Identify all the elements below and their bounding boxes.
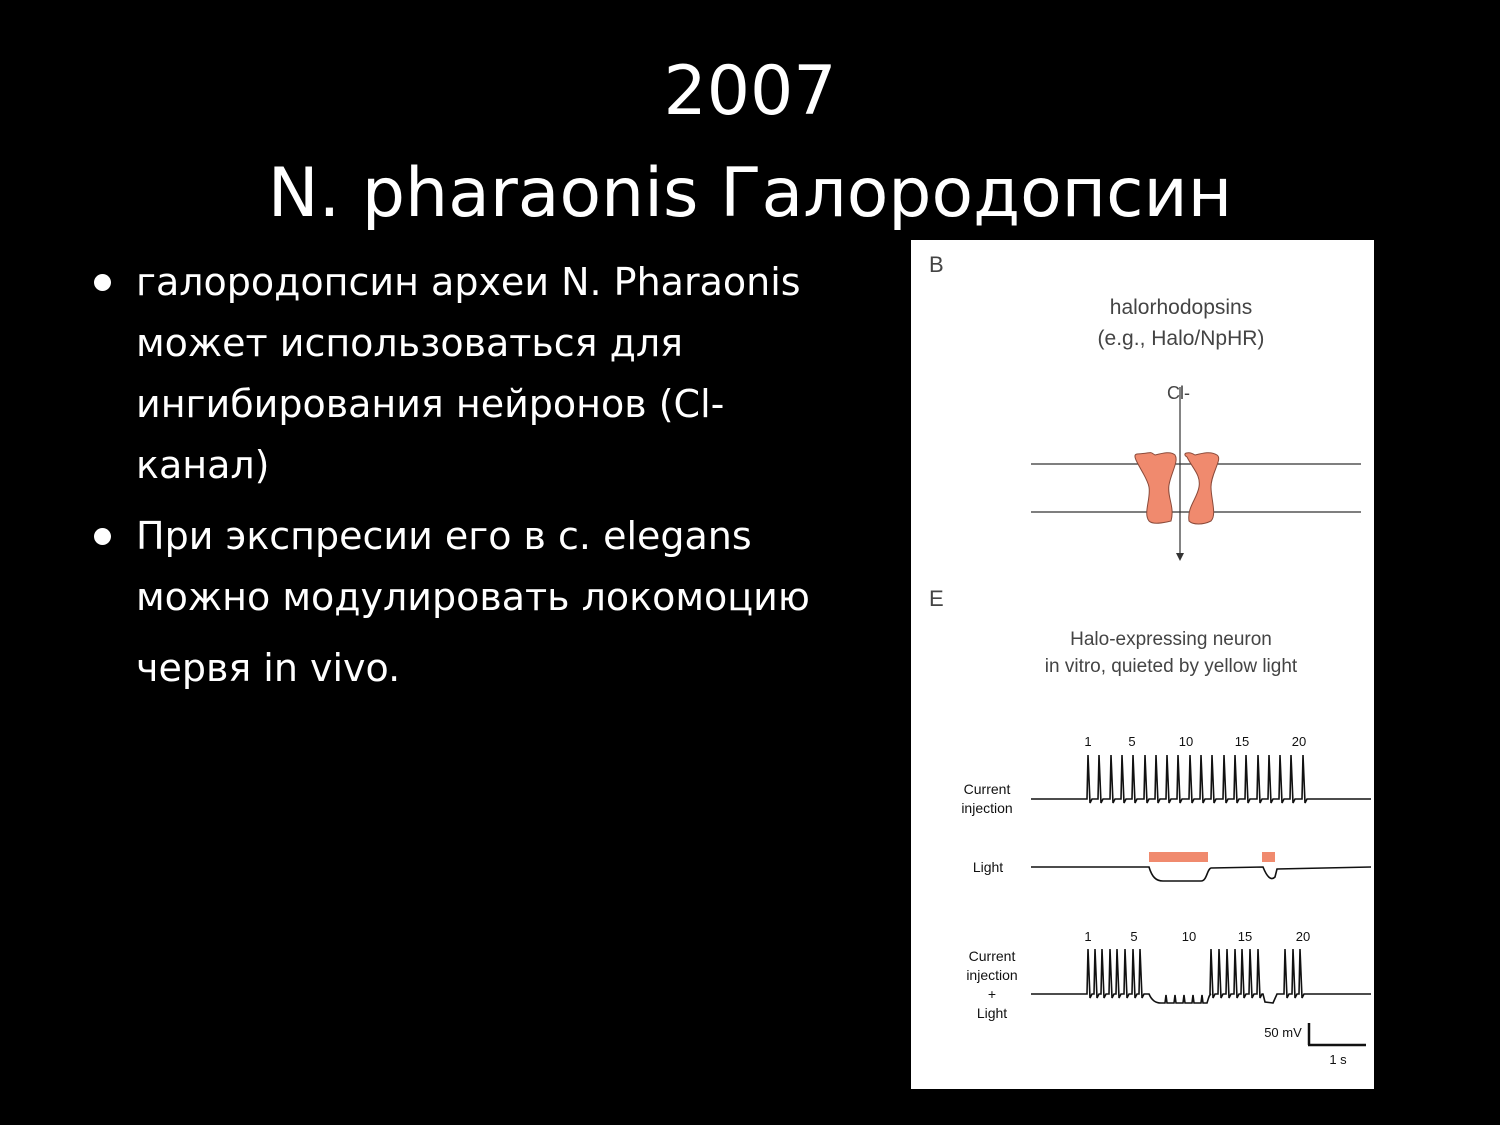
bullet-line: галородопсин археи N. Pharaonis xyxy=(136,260,801,304)
slide-title: N. pharaonis Галородопсин xyxy=(267,154,1233,233)
bullet-dot-icon xyxy=(94,528,111,545)
panel-e-subtitle: in vitro, quieted by yellow light xyxy=(1044,656,1298,677)
bullet-item xyxy=(88,252,888,496)
ion-label: Cl- xyxy=(1167,383,1190,403)
trace3-label: injection xyxy=(966,967,1018,983)
scale-voltage-label: 50 mV xyxy=(1264,1025,1302,1040)
slide-title-year: 2007 xyxy=(663,52,837,131)
light-bar xyxy=(1149,852,1208,862)
trace-current-injection xyxy=(1031,755,1371,803)
opsin-left-subunit xyxy=(1135,453,1176,524)
spike-number: 10 xyxy=(1181,929,1197,944)
bullet-line: ингибирования нейронов (Cl- xyxy=(136,382,725,426)
spike-number: 15 xyxy=(1234,734,1250,749)
bullet-list xyxy=(88,252,888,709)
panel-b-letter: B xyxy=(929,252,944,277)
bullet-line: может использоваться для xyxy=(136,321,684,365)
trace3-label: + xyxy=(987,986,997,1002)
spike-number: 1 xyxy=(1084,734,1092,749)
spike-number: 10 xyxy=(1178,734,1194,749)
scale-time-label: 1 s xyxy=(1329,1052,1347,1067)
spike-number: 1 xyxy=(1084,929,1092,944)
spike-number: 5 xyxy=(1130,929,1138,944)
arrow-head-icon xyxy=(1176,553,1184,561)
trace2-label: Light xyxy=(972,859,1004,875)
panel-e-letter: E xyxy=(929,586,944,611)
panel-b-subtitle: (e.g., Halo/NpHR) xyxy=(1097,327,1265,350)
trace-light xyxy=(1031,867,1371,881)
figure-svg xyxy=(911,237,1374,1089)
light-bar xyxy=(1262,852,1275,862)
bullet-dot-icon xyxy=(94,274,111,291)
opsin-right-subunit xyxy=(1185,453,1219,524)
spike-number: 5 xyxy=(1128,734,1136,749)
figure-top-border xyxy=(911,237,1374,240)
trace1-label: Current xyxy=(963,781,1011,797)
spike-number: 20 xyxy=(1291,734,1307,749)
bullet-line: При экспресии его в c. elegans xyxy=(136,514,752,558)
bullet-item xyxy=(88,506,888,699)
panel-e-title: Halo-expressing neuron xyxy=(1070,629,1272,650)
trace1-label: injection xyxy=(961,800,1013,816)
spike-number: 15 xyxy=(1237,929,1253,944)
trace-current-injection-light xyxy=(1031,949,1371,1003)
figure-panel xyxy=(911,237,1374,1089)
trace3-label: Current xyxy=(968,948,1016,964)
bullet-line: можно модулировать локомоцию xyxy=(136,575,810,619)
bullet-line: червя in vivo. xyxy=(136,646,401,690)
spike-number: 20 xyxy=(1295,929,1311,944)
trace3-label: Light xyxy=(976,1005,1008,1021)
bullet-line: канал) xyxy=(136,443,270,487)
panel-b-title: halorhodopsins xyxy=(1109,296,1253,319)
